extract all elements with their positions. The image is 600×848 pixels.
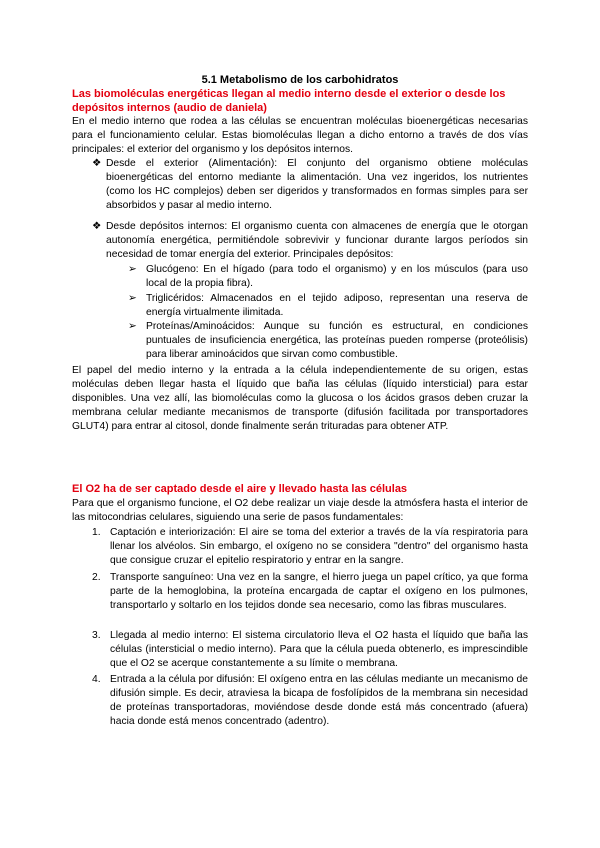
step-text: Captación e interiorización: El aire se toma del exterior a través de la vía respiratoria para llenar los alvéolos. Sin embargo, el oxígeno no se considera "dentro" del organismo hasta que consigue cruzar el epitelio respiratorio y entrar en la sangre. (110, 527, 528, 567)
sub-item-text: Glucógeno: En el hígado (para todo el organismo) y en los músculos (para uso local de la propia fibra). (146, 264, 528, 290)
bullet-text: Desde el exterior (Alimentación): El conjunto del organismo obtiene moléculas bioenergéticas del entorno mediante la alimentación. Una vez ingeridos, los nutrientes (como los HC complejos) deben ser digeridos y transformados en formas simples para ser absorbidos y pasar al medio interno. (106, 158, 528, 212)
step-text: Transporte sanguíneo: Una vez en la sangre, el hierro juega un papel crítico, ya que forma parte de la hemoglobina, la proteína encargada de captar el oxígeno en los pulmones, transportarlo y soltarlo en los tejidos donde sea necesario, como las fibras musculares. (110, 572, 528, 612)
step-number: 1. (92, 527, 101, 538)
sub-item-text: Triglicéridos: Almacenados en el tejido adiposo, representan una reserva de energía virtualmente ilimitada. (146, 293, 528, 319)
sub-item-trigliceridos (128, 292, 528, 320)
step-1 (92, 526, 528, 568)
section2-intro: Para que el organismo funcione, el O2 debe realizar un viaje desde la atmósfera hasta el interior de las mitocondrias celulares, siguiendo una serie de pasos fundamentales: (72, 498, 528, 524)
step-2 (92, 571, 528, 613)
bullet-text: Desde depósitos internos: El organismo cuenta con almacenes de energía que le otorgan autonomía energética, permitiéndole sobrevivir y funcionar durante largos períodos sin necesidad de tomar energía del exterior. Principales depósitos: (106, 221, 528, 261)
step-text: Entrada a la célula por difusión: El oxígeno entra en las células mediante un mecanismo de difusión simple. Es decir, atraviesa la bicapa de fosfolípidos de la membrana sin necesidad de proteínas transportadoras, moviéndose desde donde está más concentrado (afuera) hacia donde está menos concentrado (adentro). (110, 674, 528, 728)
step-text: Llegada al medio interno: El sistema circulatorio lleva el O2 hasta el líquido que baña las células (intersticial o medio interno). Para que la célula pueda obtenerlo, es imprescindible que el O2 se acerque constantemente a su límite o membrana. (110, 630, 528, 670)
diamond-bullet-icon: ❖ (92, 221, 102, 232)
step-number: 3. (92, 630, 101, 641)
bullet-exterior (92, 157, 528, 213)
sub-item-proteinas (128, 320, 528, 362)
step-number: 2. (92, 572, 101, 583)
arrow-bullet-icon: ➢ (128, 321, 137, 332)
step-number: 4. (92, 674, 101, 685)
step-3 (92, 629, 528, 671)
step-4 (92, 673, 528, 729)
diamond-bullet-icon: ❖ (92, 158, 102, 169)
arrow-bullet-icon: ➢ (128, 264, 137, 275)
arrow-bullet-icon: ➢ (128, 293, 137, 304)
bullet-depositos (92, 220, 528, 262)
sub-item-glucogeno (128, 263, 528, 291)
sub-item-text: Proteínas/Aminoácidos: Aunque su función es estructural, en condiciones puntuales de insuficiencia energética, las proteínas pueden romperse (proteólisis) para liberar aminoácidos que sirvan como combustible. (146, 321, 528, 361)
section1-intro: En el medio interno que rodea a las células se encuentran moléculas bioenergéticas necesarias para el funcionamiento celular. Estas biomoléculas llegan a dicho entorno a través de dos vías principales: el exterior del organismo y los depósitos internos. (72, 116, 528, 156)
section2-heading: El O2 ha de ser captado desde el aire y llevado hasta las células (72, 483, 408, 495)
section1-closing: El papel del medio interno y la entrada a la célula independientemente de su origen, estas moléculas deben llegar hasta el líquido que baña las células (líquido intersticial) para estar disponibles. Una vez allí, las biomoléculas como la glucosa o los ácidos grasos deben cruzar la membrana celular mediante mecanismos de transporte (difusión facilitada por transportadores GLUT4) para entrar al citosol, donde finalmente serán trituradas para obtener ATP. (72, 365, 528, 433)
section1-heading: Las biomoléculas energéticas llegan al medio interno desde el exterior o desde los depósitos internos (audio de daniela) (72, 88, 506, 115)
page-title: 5.1 Metabolismo de los carbohidratos (201, 74, 399, 86)
